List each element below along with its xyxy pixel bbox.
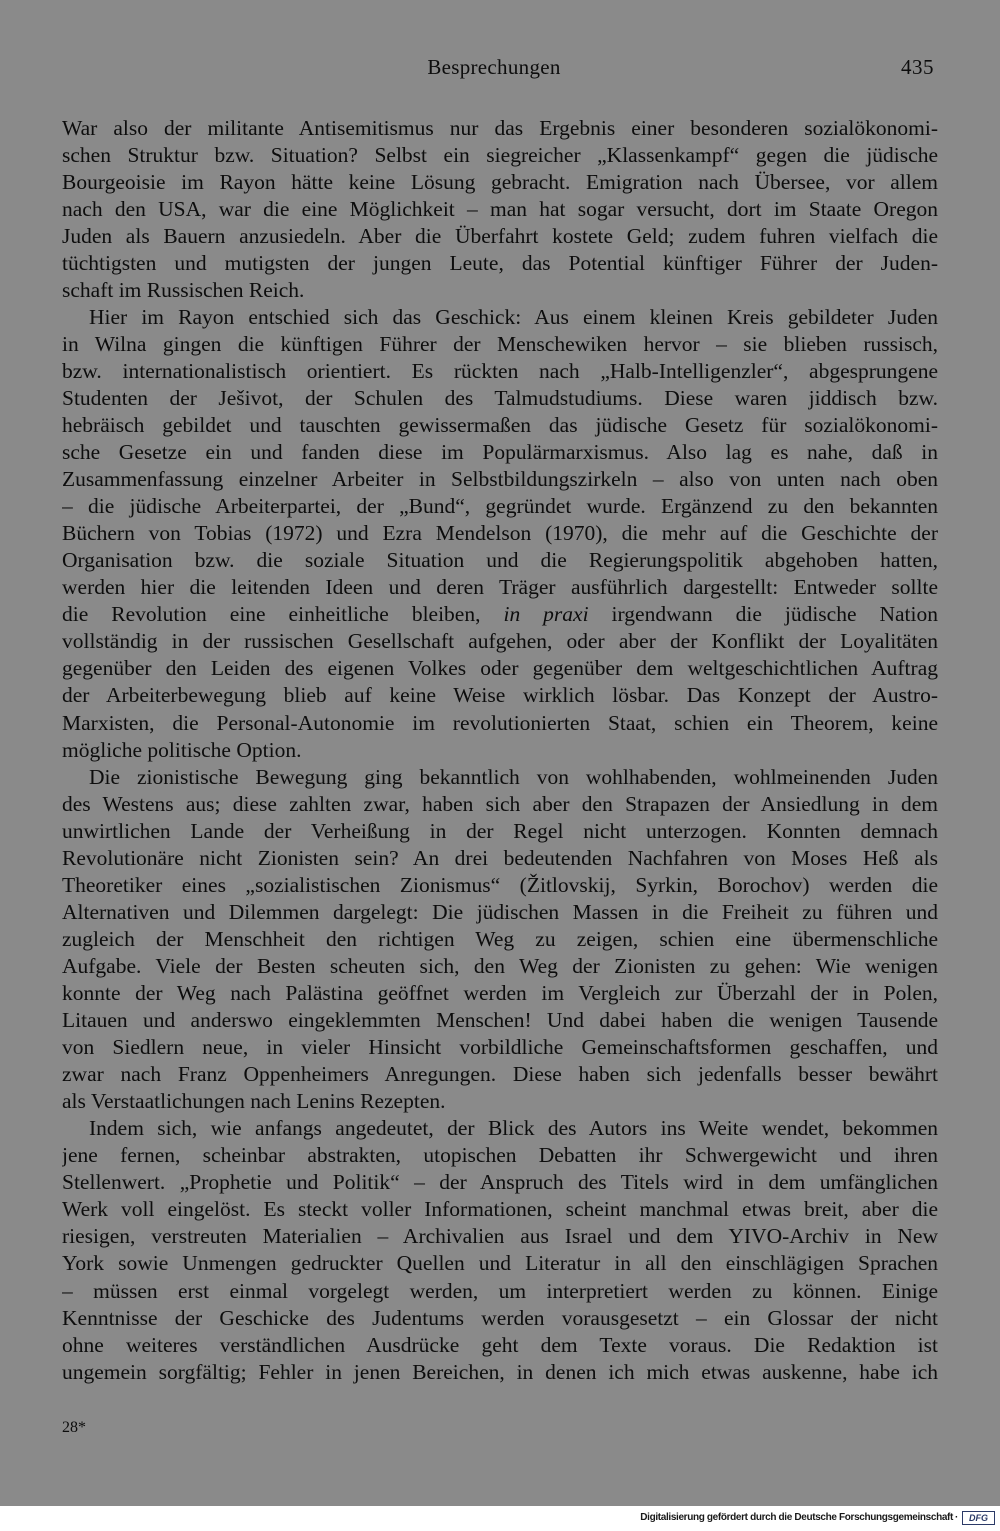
digitization-credit: Digitalisierung gefördert durch die Deutsche Forschungsgemeinschaft: [640, 1512, 953, 1523]
text-line: Juden als Bauern anzusiedeln. Aber die Überfahrt kostete Geld; zudem fuhren vielfach die: [62, 223, 938, 248]
text-line: – müssen erst einmal vorgelegt werden, um interpretiert werden zu können. Einige: [62, 1278, 938, 1303]
dfg-logo: DFG: [962, 1511, 995, 1525]
text-line: Litauen und anderswo eingeklemmten Menschen! Und dabei haben die wenigen Tausende: [62, 1008, 938, 1033]
text-line: konnte der Weg nach Palästina geöffnet werden im Vergleich zur Überzahl der in Polen,: [62, 981, 938, 1005]
text-line: ungemein sorgfältig; Fehler in jenen Bereichen, in denen ich mich etwas auskenne, habe ich: [62, 1359, 938, 1384]
text-line: der Arbeiterbewegung blieb auf keine Weise wirklich lösbar. Das Konzept der Austro-: [62, 683, 938, 708]
text-line: in Wilna gingen die künftigen Führer der Menschewiken hervor – sie blieben russisch,: [62, 331, 938, 356]
text-line: Theoretiker eines „sozialistischen Zionismus“ (Žitlovskij, Syrkin, Borochov) werden die: [62, 872, 938, 897]
paragraph: [62, 1115, 938, 1385]
text-line: des Westens aus; diese zahlten zwar, haben sich aber den Strapazen der Ansiedlung in dem: [62, 791, 938, 816]
text-line: Werk voll eingelöst. Es steckt voller Informationen, scheint manchmal etwas breit, aber die: [62, 1197, 938, 1222]
running-head: Besprechungen: [427, 55, 561, 79]
paragraph: [62, 764, 938, 1116]
text-line: nach den USA, war die eine Möglichkeit – man hat sogar versucht, dort im Staate Oregon: [62, 196, 938, 221]
text-line: Hier im Rayon entschied sich das Geschick: Aus einem kleinen Kreis gebildeter Juden: [89, 304, 938, 329]
text-line: Indem sich, wie anfangs angedeutet, der Blick des Autors ins Weite wendet, bekommen: [89, 1116, 938, 1141]
text-line: riesigen, verstreuten Materialien – Archivalien aus Israel und dem YIVO-Archiv in New: [62, 1224, 938, 1249]
text-line: schen Struktur bzw. Situation? Selbst ein siegreicher „Klassenkampf“ gegen die jüdische: [62, 142, 938, 167]
text-line: zwar nach Franz Oppenheimers Anregungen. Diese haben sich jedenfalls besser bewährt: [62, 1062, 938, 1087]
text-line: Revolutionäre nicht Zionisten sein? An drei bedeutenden Nachfahren von Moses Heß als: [62, 845, 938, 870]
text-line: vollständig in der russischen Gesellschaft aufgehen, oder aber der Konflikt der Loyalitäten: [62, 629, 938, 654]
text-line: schaft im Russischen Reich.: [62, 277, 305, 302]
text-line: Alternativen und Dilemmen dargelegt: Die jüdischen Massen in die Freiheit zu führen und: [62, 899, 938, 924]
text-line: Die zionistische Bewegung ging bekanntlich von wohlhabenden, wohlmeinenden Juden: [89, 764, 938, 789]
text-line: [62, 601, 938, 628]
text-line: Studenten der Ješivot, der Schulen des Talmudstudiums. Diese waren jiddisch bzw.: [62, 385, 938, 410]
text-run: die Revolution eine einheitliche bleiben,: [62, 602, 504, 627]
text-line: gegenüber den Leiden des eigenen Volkes oder gegenüber dem weltgeschichtlichen Auftrag: [62, 656, 938, 681]
text-line: jene fernen, scheinbar abstrakten, utopischen Debatten ihr Schwergewicht und ihren: [62, 1143, 938, 1168]
text-line: unwirtlichen Lande der Verheißung in der Regel nicht unterzogen. Konnten demnach: [62, 818, 938, 843]
text-line: Organisation bzw. die soziale Situation und die Regierungspolitik abgehoben hatten,: [62, 548, 938, 573]
credit-separator: ·: [955, 1512, 959, 1523]
text-line: mögliche politische Option.: [62, 737, 302, 762]
text-line: tüchtigsten und mutigsten der jungen Leute, das Potential künftiger Führer der Juden-: [62, 250, 938, 275]
text-line: – die jüdische Arbeiterpartei, der „Bund“, gegründet wurde. Ergänzend zu den bekannten: [62, 494, 938, 519]
text-line: Marxisten, die Personal-Autonomie im revolutionierten Staat, schien ein Theorem, keine: [62, 710, 938, 735]
text-line: Bourgeoisie im Rayon hätte keine Lösung gebracht. Emigration nach Übersee, vor allem: [62, 169, 938, 194]
text-line: War also der militante Antisemitismus nur das Ergebnis einer besonderen sozialökonomi-: [62, 115, 938, 140]
text-line: von Siedlern neue, in vieler Hinsicht vorbildliche Gemeinschaftsformen geschaffen, und: [62, 1035, 938, 1060]
signature-mark: 28*: [62, 1419, 86, 1436]
text-line: hebräisch gebildet und tauschten gewissermaßen das jüdische Gesetz für sozialökonomi-: [62, 413, 938, 438]
page-number: 435: [901, 55, 934, 79]
text-line: ohne weiteres verständlichen Ausdrücke geht dem Texte voraus. Die Redaktion ist: [62, 1332, 938, 1357]
text-line: werden hier die leitenden Ideen und deren Träger ausführlich dargestellt: Entweder sollte: [62, 575, 938, 600]
text-line: Stellenwert. „Prophetie und Politik“ – der Anspruch des Titels wird in dem umfänglichen: [62, 1170, 938, 1195]
italic-phrase: in praxi: [503, 602, 589, 627]
text-line: als Verstaatlichungen nach Lenins Rezepten.: [62, 1089, 446, 1114]
text-run: irgendwann die jüdische Nation: [588, 602, 938, 627]
paragraph: [62, 115, 938, 304]
text-line: bzw. internationalistisch orientiert. Es rückten nach „Halb-Intelligenzler“, abgesprungene: [62, 358, 938, 383]
text-line: sche Gesetze ein und fanden diese im Populärmarxismus. Also lag es nahe, daß in: [62, 440, 938, 465]
body-text: [62, 115, 938, 1386]
text-line: Zusammenfassung einzelner Arbeiter in Selbstbildungszirkeln – also von unten nach oben: [62, 467, 938, 492]
text-line: Kenntnisse der Geschicke des Judentums werden vorausgesetzt – ein Glossar der nicht: [62, 1305, 938, 1330]
text-line: zugleich der Menschheit den richtigen Weg zu zeigen, schien eine übermenschliche: [62, 926, 938, 951]
text-line: York sowie Unmengen gedruckter Quellen und Literatur in all den einschlägigen Sprachen: [62, 1251, 938, 1276]
text-line: Aufgabe. Viele der Besten scheuten sich, den Weg der Zionisten zu gehen: Wie wenigen: [62, 953, 938, 978]
text-line: Büchern von Tobias (1972) und Ezra Mendelson (1970), die mehr auf die Geschichte der: [62, 521, 938, 546]
paragraph: [62, 304, 938, 764]
